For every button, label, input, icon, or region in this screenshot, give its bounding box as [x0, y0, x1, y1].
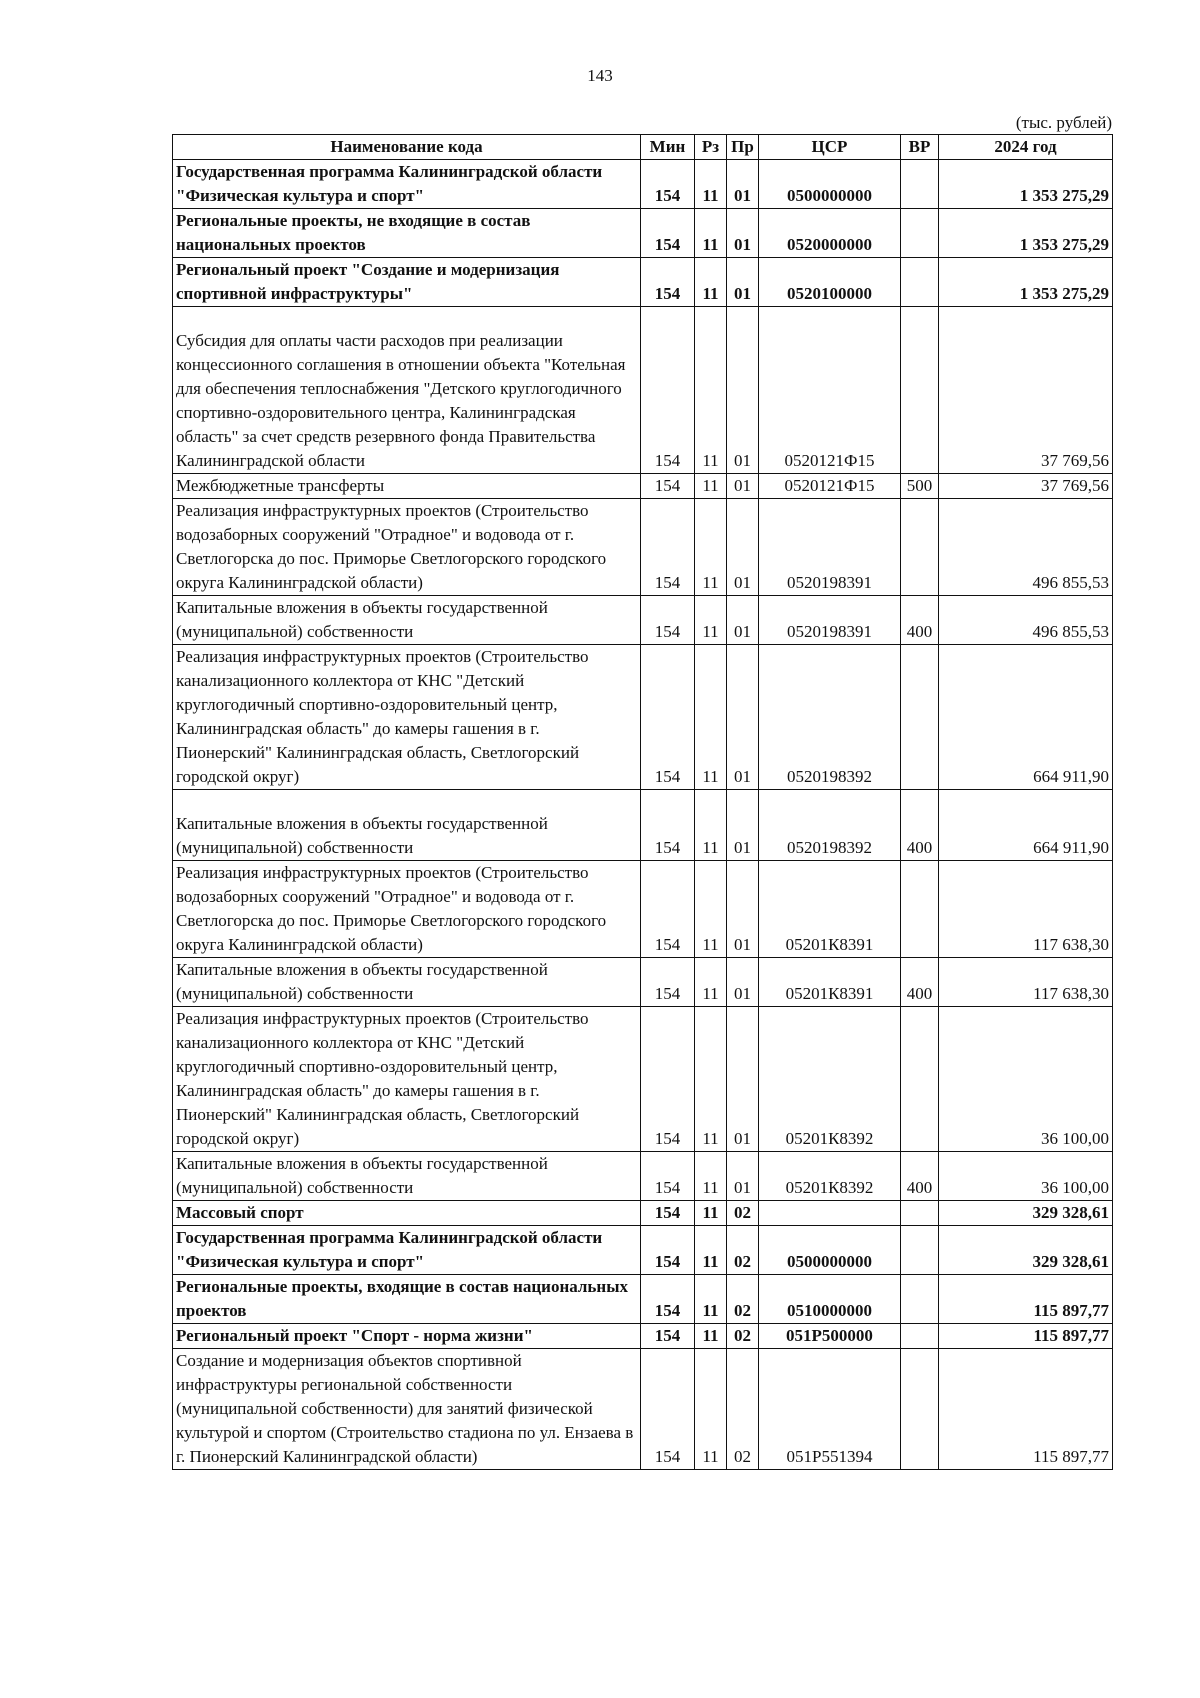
row-rz: 11	[695, 1201, 727, 1226]
header-name: Наименование кода	[173, 135, 641, 160]
row-rz: 11	[695, 209, 727, 258]
row-min: 154	[641, 258, 695, 307]
table-row	[173, 1275, 1113, 1324]
row-rz: 11	[695, 1152, 727, 1201]
row-vr	[901, 307, 939, 474]
row-vr	[901, 645, 939, 790]
row-amount: 329 328,61	[939, 1201, 1113, 1226]
row-rz: 11	[695, 790, 727, 861]
row-csr: 0520198391	[759, 596, 901, 645]
row-vr	[901, 1226, 939, 1275]
row-pr: 02	[727, 1275, 759, 1324]
row-amount: 36 100,00	[939, 1007, 1113, 1152]
row-vr	[901, 1324, 939, 1349]
row-rz: 11	[695, 958, 727, 1007]
row-name: Создание и модернизация объектов спортивной инфраструктуры региональной собственности (муниципальной собственности) для занятий физической культурой и спортом (Строительство стадиона по ул. Ензаева в г. Пионерский Калининградской области)	[173, 1349, 641, 1470]
row-rz: 11	[695, 1275, 727, 1324]
row-rz: 11	[695, 1324, 727, 1349]
row-min: 154	[641, 160, 695, 209]
row-amount: 117 638,30	[939, 958, 1113, 1007]
row-name: Региональный проект "Спорт - норма жизни"	[173, 1324, 641, 1349]
row-min: 154	[641, 1007, 695, 1152]
row-pr: 01	[727, 307, 759, 474]
row-pr: 02	[727, 1324, 759, 1349]
header-rz: Рз	[695, 135, 727, 160]
row-vr: 400	[901, 790, 939, 861]
row-rz: 11	[695, 307, 727, 474]
row-name: Реализация инфраструктурных проектов (Строительство водозаборных сооружений "Отрадное" и водовода от г. Светлогорска до пос. Приморье Светлогорского городского округа Калининградской области)	[173, 861, 641, 958]
page-number: 143	[587, 66, 613, 85]
row-pr: 01	[727, 645, 759, 790]
row-rz: 11	[695, 474, 727, 499]
row-amount: 1 353 275,29	[939, 258, 1113, 307]
row-min: 154	[641, 499, 695, 596]
units-label: (тыс. рублей)	[1015, 113, 1112, 132]
row-amount: 1 353 275,29	[939, 160, 1113, 209]
row-vr: 500	[901, 474, 939, 499]
row-pr: 02	[727, 1201, 759, 1226]
row-vr	[901, 861, 939, 958]
row-csr: 05201К8392	[759, 1152, 901, 1201]
row-min: 154	[641, 1226, 695, 1275]
row-rz: 11	[695, 861, 727, 958]
row-amount: 664 911,90	[939, 790, 1113, 861]
table-row	[173, 1201, 1113, 1226]
table-header-row	[173, 135, 1113, 160]
row-pr: 01	[727, 1152, 759, 1201]
row-pr: 01	[727, 209, 759, 258]
row-csr: 0520000000	[759, 209, 901, 258]
row-csr: 0520198392	[759, 790, 901, 861]
table-row	[173, 160, 1113, 209]
row-vr: 400	[901, 958, 939, 1007]
row-name: Капитальные вложения в объекты государственной (муниципальной) собственности	[173, 596, 641, 645]
row-pr: 02	[727, 1226, 759, 1275]
row-pr: 01	[727, 258, 759, 307]
row-amount: 37 769,56	[939, 474, 1113, 499]
table-row	[173, 861, 1113, 958]
row-name: Реализация инфраструктурных проектов (Строительство водозаборных сооружений "Отрадное" и водовода от г. Светлогорска до пос. Приморье Светлогорского городского округа Калининградской области)	[173, 499, 641, 596]
header-year: 2024 год	[939, 135, 1113, 160]
row-pr: 01	[727, 160, 759, 209]
table-row	[173, 499, 1113, 596]
row-csr: 0520121Ф15	[759, 307, 901, 474]
row-name: Региональные проекты, входящие в состав национальных проектов	[173, 1275, 641, 1324]
row-name: Капитальные вложения в объекты государственной (муниципальной) собственности	[173, 1152, 641, 1201]
row-vr	[901, 258, 939, 307]
row-csr: 0520100000	[759, 258, 901, 307]
row-amount: 117 638,30	[939, 861, 1113, 958]
row-vr: 400	[901, 1152, 939, 1201]
row-csr: 0510000000	[759, 1275, 901, 1324]
row-vr	[901, 160, 939, 209]
row-min: 154	[641, 958, 695, 1007]
row-csr: 05201К8392	[759, 1007, 901, 1152]
row-amount: 664 911,90	[939, 645, 1113, 790]
row-min: 154	[641, 1349, 695, 1470]
row-rz: 11	[695, 160, 727, 209]
header-vr: ВР	[901, 135, 939, 160]
row-vr	[901, 1349, 939, 1470]
row-amount: 36 100,00	[939, 1152, 1113, 1201]
row-min: 154	[641, 307, 695, 474]
table-row	[173, 958, 1113, 1007]
row-name: Реализация инфраструктурных проектов (Строительство канализационного коллектора от КНС "Детский круглогодичный спортивно-оздоровительный центр, Калининградская область" до камеры гашения в г. Пионерский" Калининградская область, Светлогорский городской округ)	[173, 645, 641, 790]
row-amount: 115 897,77	[939, 1324, 1113, 1349]
header-csr: ЦСР	[759, 135, 901, 160]
row-name: Субсидия для оплаты части расходов при реализации концессионного соглашения в отношении объекта "Котельная для обеспечения теплоснабжения "Детского круглогодичного спортивно-оздоровительного центра, Калининградская область" за счет средств резервного фонда Правительства Калининградской области	[173, 307, 641, 474]
row-vr: 400	[901, 596, 939, 645]
row-vr	[901, 499, 939, 596]
row-pr: 01	[727, 861, 759, 958]
row-rz: 11	[695, 1226, 727, 1275]
row-min: 154	[641, 645, 695, 790]
row-name: Капитальные вложения в объекты государственной (муниципальной) собственности	[173, 790, 641, 861]
table-row	[173, 645, 1113, 790]
row-name: Государственная программа Калининградской области "Физическая культура и спорт"	[173, 160, 641, 209]
table-row	[173, 1007, 1113, 1152]
row-csr: 051P500000	[759, 1324, 901, 1349]
row-csr: 0520121Ф15	[759, 474, 901, 499]
row-pr: 01	[727, 1007, 759, 1152]
row-csr: 0520198391	[759, 499, 901, 596]
row-pr: 02	[727, 1349, 759, 1470]
row-min: 154	[641, 1275, 695, 1324]
table-row	[173, 307, 1113, 474]
row-min: 154	[641, 596, 695, 645]
row-rz: 11	[695, 1349, 727, 1470]
row-vr	[901, 1007, 939, 1152]
row-min: 154	[641, 790, 695, 861]
table-row	[173, 1226, 1113, 1275]
table-row	[173, 1152, 1113, 1201]
table-row	[173, 1349, 1113, 1470]
row-pr: 01	[727, 596, 759, 645]
row-min: 154	[641, 1201, 695, 1226]
table-row	[173, 790, 1113, 861]
row-name: Капитальные вложения в объекты государственной (муниципальной) собственности	[173, 958, 641, 1007]
row-amount: 37 769,56	[939, 307, 1113, 474]
row-pr: 01	[727, 474, 759, 499]
header-min: Мин	[641, 135, 695, 160]
row-min: 154	[641, 861, 695, 958]
row-amount: 496 855,53	[939, 499, 1113, 596]
row-pr: 01	[727, 499, 759, 596]
row-amount: 496 855,53	[939, 596, 1113, 645]
budget-table	[172, 134, 1113, 1470]
row-rz: 11	[695, 645, 727, 790]
row-csr	[759, 1201, 901, 1226]
table-row	[173, 209, 1113, 258]
row-rz: 11	[695, 1007, 727, 1152]
row-rz: 11	[695, 499, 727, 596]
row-name: Региональный проект "Создание и модернизация спортивной инфраструктуры"	[173, 258, 641, 307]
row-min: 154	[641, 1324, 695, 1349]
row-vr	[901, 1275, 939, 1324]
table-row	[173, 596, 1113, 645]
row-csr: 051P551394	[759, 1349, 901, 1470]
row-csr: 0520198392	[759, 645, 901, 790]
row-amount: 329 328,61	[939, 1226, 1113, 1275]
row-name: Региональные проекты, не входящие в состав национальных проектов	[173, 209, 641, 258]
row-csr: 0500000000	[759, 1226, 901, 1275]
table-row	[173, 474, 1113, 499]
row-csr: 05201К8391	[759, 861, 901, 958]
header-pr: Пр	[727, 135, 759, 160]
row-name: Государственная программа Калининградской области "Физическая культура и спорт"	[173, 1226, 641, 1275]
row-name: Массовый спорт	[173, 1201, 641, 1226]
row-vr	[901, 209, 939, 258]
row-vr	[901, 1201, 939, 1226]
row-name: Реализация инфраструктурных проектов (Строительство канализационного коллектора от КНС "Детский круглогодичный спортивно-оздоровительный центр, Калининградская область" до камеры гашения в г. Пионерский" Калининградская область, Светлогорский городской округ)	[173, 1007, 641, 1152]
row-csr: 05201К8391	[759, 958, 901, 1007]
table-row	[173, 258, 1113, 307]
row-rz: 11	[695, 258, 727, 307]
row-name: Межбюджетные трансферты	[173, 474, 641, 499]
row-amount: 115 897,77	[939, 1349, 1113, 1470]
row-amount: 115 897,77	[939, 1275, 1113, 1324]
row-min: 154	[641, 474, 695, 499]
row-rz: 11	[695, 596, 727, 645]
row-pr: 01	[727, 958, 759, 1007]
row-amount: 1 353 275,29	[939, 209, 1113, 258]
row-min: 154	[641, 1152, 695, 1201]
row-min: 154	[641, 209, 695, 258]
table-row	[173, 1324, 1113, 1349]
row-csr: 0500000000	[759, 160, 901, 209]
row-pr: 01	[727, 790, 759, 861]
